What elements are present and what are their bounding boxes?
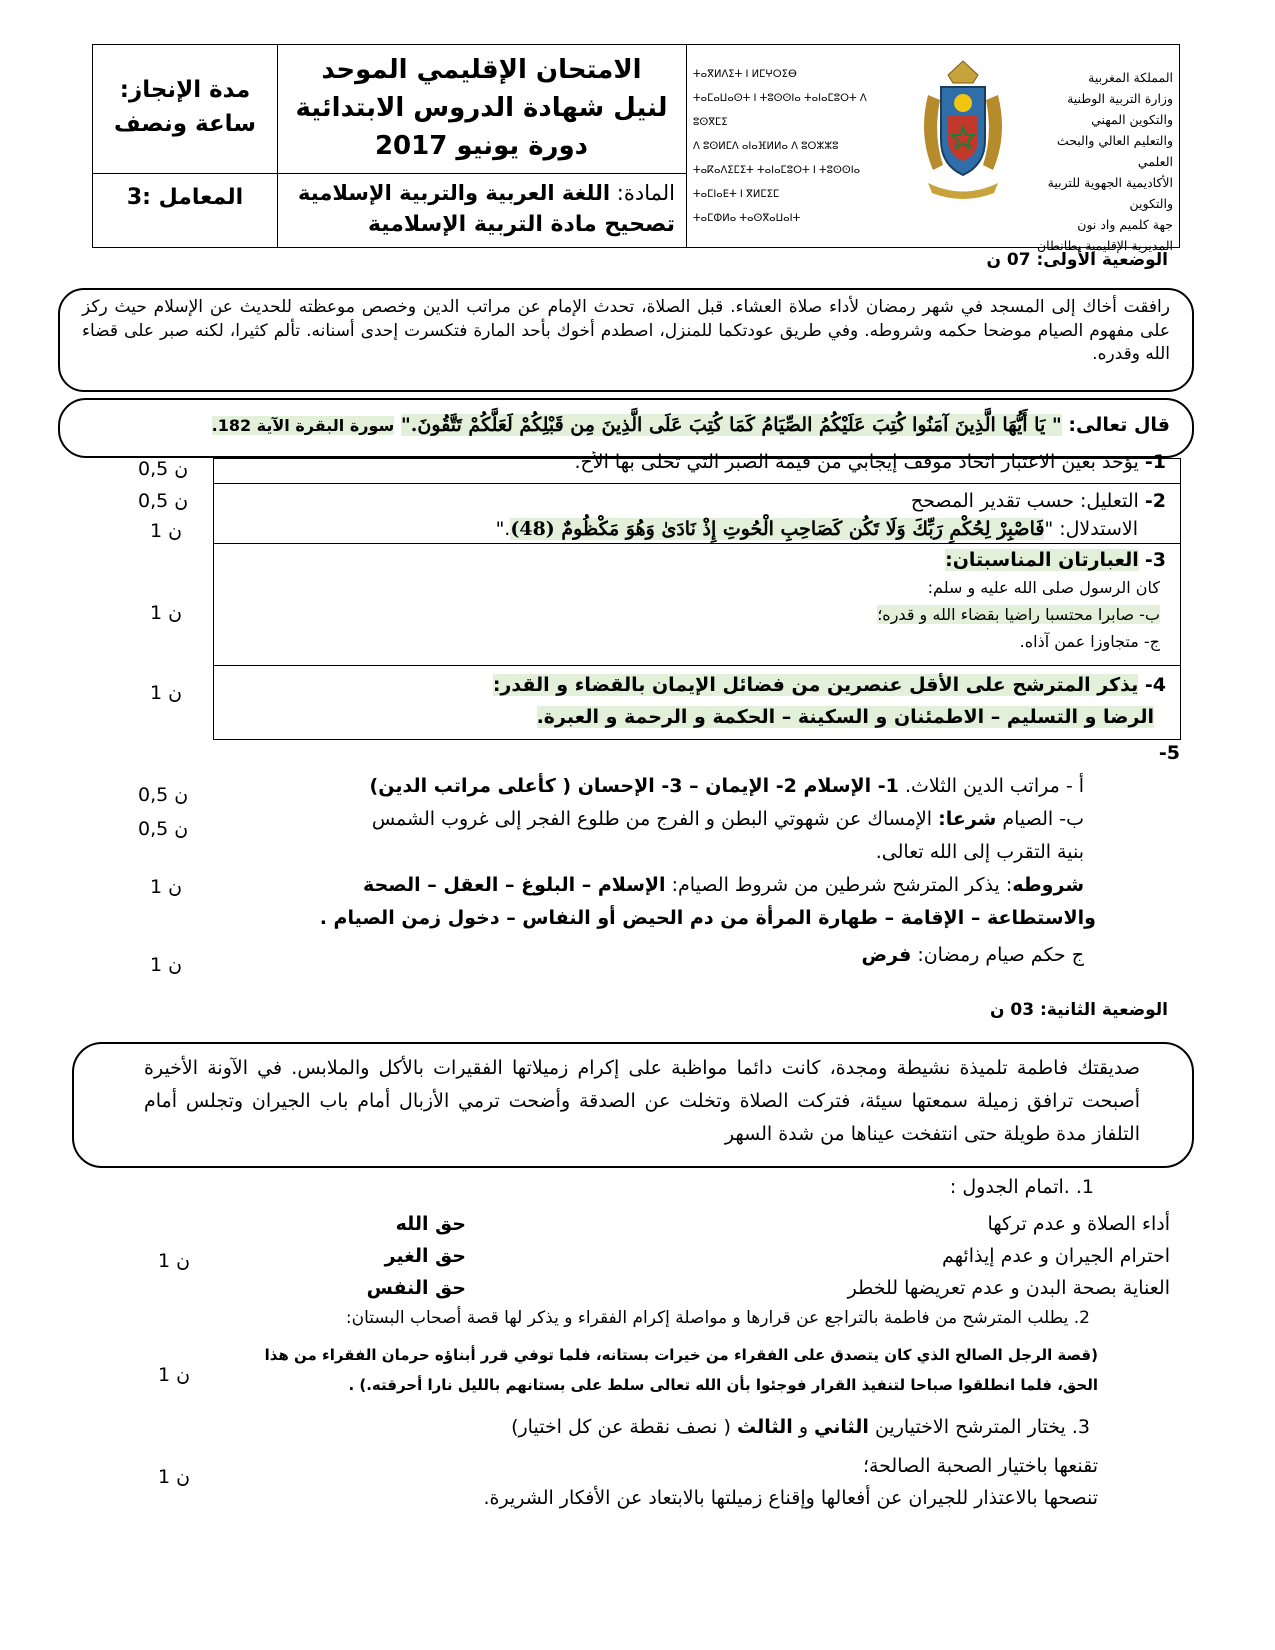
q2-number: 2-: [1144, 490, 1166, 512]
s2-q3-options: [300, 1450, 1098, 1514]
score: 0,5 ن: [138, 490, 189, 512]
q2-reasoning: التعليل: حسب تقدير المصحح: [910, 490, 1139, 512]
ministry-line: والتعليم العالي والبحث العلمي: [1056, 133, 1173, 169]
q3-option-c: ج- متجاوزا عمن آذاه.: [1019, 632, 1160, 651]
tifinagh-line: ⵜⴰⵎⴰⵡⴰⵙⵜ ⵏ ⵜⵓⵙⵙⵏⴰ ⵜⴰⵏⴰⵎⵓⵔⵜ ⴷ ⵓⵙⴳⵎⵉ: [693, 93, 867, 128]
rights-row: [360, 1272, 1170, 1304]
coat-of-arms-icon: [908, 55, 1018, 205]
tifinagh-line: ⵜⴰⴳⵍⴷⵉⵜ ⵏ ⵍⵎⵖⵔⵉⴱ: [693, 69, 797, 80]
q1-answer: يؤخذ بعين الاعتبار اتخاذ موقف إيجابي من قيمة الصبر التي تحلى بها الأخ.: [574, 451, 1139, 473]
q3-label-b: ( نصف نقطة عن كل اختيار): [511, 1416, 731, 1438]
q1-number: 1-: [1144, 451, 1166, 473]
score: 1 ن: [150, 682, 183, 704]
q5-conditions-label: شروطه: [1012, 874, 1084, 896]
s2-q2-story: (قصة الرجل الصالح الذي كان يتصدق على الفقراء من خيرات بستانه، فلما توفي قرر أبناؤه حرمان الفقراء من هذا الحق، فلما انطلقوا صباحا لتنفيذ القرار فوجئوا بأن الله تعالى سلط على بستانهم بالليل نارا أحرقته.) .: [264, 1346, 1098, 1394]
q3-title: العبارتان المناسبتان:: [945, 549, 1139, 571]
q3-option-b: ب- صابرا محتسبا راضيا بقضاء الله و قدره؛: [877, 605, 1160, 624]
subject-cell: [283, 177, 675, 241]
duration-value: ساعة ونصف: [114, 111, 256, 137]
situation1-heading: الوضعية الأولى: 07 ن: [986, 250, 1168, 270]
score: 0,5 ن: [138, 784, 189, 806]
situation2-text: صديقتك فاطمة تلميذة نشيطة ومجدة، كانت دائما مواظبة على إكرام زميلاتها الفقيرات بالأكل والملابس. في الآونة الأخيرة أصبحت ترافق زميلة سمعتها سيئة، فتركت الصلاة وتخلت عن الصدقة وأضحت ترمي الأزبال أمام باب الجيران وتجلس أمام التلفاز مدة طويلة حتى انتفخت عيناها من شدة السهر: [144, 1057, 1140, 1145]
q3-intro: كان الرسول صلى الله عليه و سلم:: [927, 578, 1160, 597]
q5-a-label: أ - مراتب الدين الثلاث.: [904, 775, 1084, 797]
q3-and: و: [798, 1416, 808, 1438]
title-line-1: الامتحان الإقليمي الموحد: [321, 55, 642, 85]
q5-a-answer: 1- الإسلام 2- الإيمان – 3- الإحسان ( كأعلى مراتب الدين): [369, 775, 899, 797]
correction-title: تصحيح مادة التربية الإسلامية: [367, 212, 675, 237]
s2-q2-label: 2. يطلب المترشح من فاطمة بالتراجع عن قرارها و مواصلة إكرام الفقراء و يذكر لها قصة أصحاب البستان:: [345, 1308, 1090, 1328]
tifinagh-line: ⴷ ⵓⵙⵍⵎⴷ ⴰⵏⴰⴼⵍⵍⴰ ⴷ ⵓⵔⵣⵣⵓ: [693, 141, 839, 152]
verse-box: [58, 398, 1194, 458]
ministry-line: المملكة المغربية: [1088, 70, 1173, 85]
situation1-text: رافقت أخاك إلى المسجد في شهر رمضان لأداء صلاة العشاء. قبل الصلاة، تحدث الإمام عن مراتب الدين وخصص موعظته للحديث عن الإسلام حيث ركز على مفهوم الصيام موضحا حكمه وشروطه. وفي طريق عودتكما للمنزل، اصطدم أخوك بأحد المارة فتكسرت إحدى أسنانه. تألم كثيرا، لكنه صبر على قضاء الله وقدره.: [82, 297, 1170, 364]
rights-category: حق الغير: [384, 1245, 466, 1267]
q4-number: 4-: [1144, 674, 1166, 696]
duration-label: مدة الإنجاز:: [119, 77, 251, 103]
q5-b-text: الإمساك عن شهوتي البطن و الفرج من طلوع الفجر إلى غروب الشمس: [371, 808, 933, 830]
score: 0,5 ن: [138, 458, 189, 480]
score: 1 ن: [158, 1250, 191, 1272]
q3-option-2: تنصحها بالاعتذار للجيران عن أفعالها وإقناع زميلتها بالابتعاد عن الأفكار الشريرة.: [483, 1487, 1098, 1509]
score: 1 ن: [150, 602, 183, 624]
duration-cell: [93, 73, 277, 141]
subject-label: المادة:: [616, 181, 675, 205]
q3-number: 3-: [1144, 549, 1166, 571]
q5-c-label: ج حكم صيام رمضان:: [917, 944, 1084, 966]
s2-q3-label: [300, 1416, 1090, 1438]
q2-evidence-verse: فَاصْبِرْ لِحُكْمِ رَبِّكَ وَلَا تَكُن كَصَاحِبِ الْحُوتِ إِذْ نَادَىٰ وَهُوَ مَكْظُومٌ (48): [510, 518, 1045, 540]
answer-row-4: [214, 669, 1166, 733]
ministry-line: المديرية الإقليمية بطانطان: [1036, 238, 1173, 253]
rights-item: العناية بصحة البدن و عدم تعريضها للخطر: [847, 1277, 1170, 1299]
rights-table: [360, 1208, 1170, 1304]
header-table: [92, 44, 1180, 253]
q2-evidence-end: .": [495, 518, 511, 540]
ministry-line: الأكاديمية الجهوية للتربية والتكوين: [1047, 175, 1173, 211]
q3-option-1: تقنعها باختيار الصحبة الصالحة؛: [862, 1455, 1098, 1477]
rights-category: حق الله: [395, 1213, 466, 1235]
answer-row-2: [214, 487, 1166, 543]
verse-text: " يَا أَيُّهَا الَّذِينَ آمَنُوا كُتِبَ عَلَيْكُمُ الصِّيَامُ كَمَا كُتِبَ عَلَى الَّذِينَ مِن قَبْلِكُمْ لَعَلَّكُمْ تَتَّقُونَ.": [400, 414, 1062, 436]
q5-conditions-2: والاستطاعة – الإقامة – طهارة المرأة من دم الحيض أو النفاس – دخول زمن الصيام .: [319, 907, 1096, 929]
verse-reference: سورة البقرة الآية 182.: [211, 416, 395, 435]
rights-category: حق النفس: [366, 1277, 466, 1299]
q5-number: 5-: [1158, 742, 1180, 764]
situation2-box: [72, 1042, 1194, 1168]
q2-evidence-label: الاستدلال: ": [1044, 518, 1138, 540]
tifinagh-line: ⵜⴰⵎⵀⵍⴰ ⵜⴰⵙⴳⴰⵡⴰⵏⵜ: [693, 213, 801, 224]
rights-item: احترام الجيران و عدم إيذائهم: [942, 1245, 1170, 1267]
score: 1 ن: [150, 954, 183, 976]
rights-item: أداء الصلاة و عدم تركها: [987, 1213, 1170, 1235]
score: 1 ن: [158, 1364, 191, 1386]
score: 1 ن: [150, 520, 183, 542]
q5-conditions-1: الإسلام – البلوغ – العقل – الصحة: [363, 874, 666, 896]
score: 0,5 ن: [138, 818, 189, 840]
verse-intro: قال تعالى:: [1068, 414, 1170, 436]
answer-row-1: [214, 451, 1166, 481]
ministry-tifinagh: [693, 63, 903, 231]
rights-row: [360, 1240, 1170, 1272]
answer-row-3: [214, 547, 1166, 655]
q3-choice-2: الثاني: [814, 1416, 869, 1438]
q4-title: يذكر المترشح على الأقل عنصرين من فضائل الإيمان بالقضاء و القدر:: [492, 674, 1139, 696]
q5-b-label: ب- الصيام: [1002, 808, 1084, 830]
situation1-box: [58, 288, 1194, 392]
tifinagh-line: ⵜⴰⴽⴰⴷⵉⵎⵉⵜ ⵜⴰⵏⴰⵎⵓⵔⵜ ⵏ ⵜⵓⵙⵙⵏⴰ: [693, 165, 861, 176]
exam-title: [277, 51, 686, 165]
q5-c-answer: فرض: [861, 944, 912, 966]
situation2-heading: الوضعية الثانية: 03 ن: [989, 1000, 1168, 1020]
rights-row: [360, 1208, 1170, 1240]
score: 1 ن: [158, 1466, 191, 1488]
subject-value: اللغة العربية والتربية الإسلامية: [298, 181, 611, 205]
score: 1 ن: [150, 876, 183, 898]
q5-block: [240, 770, 1096, 972]
title-line-3: دورة يونيو 2017: [374, 131, 589, 161]
coefficient: المعامل :3: [126, 185, 244, 210]
q3-label-a: 3. يختار المترشح الاختيارين: [875, 1416, 1090, 1438]
verse-line: [84, 414, 1170, 436]
title-line-2: لنيل شهادة الدروس الابتدائية: [295, 93, 668, 123]
ministry-line: وزارة التربية الوطنية والتكوين المهني: [1067, 91, 1173, 127]
s2-q1-label: 1. .اتمام الجدول :: [949, 1176, 1094, 1198]
ministry-line: جهة كلميم واد نون: [1077, 217, 1173, 232]
ministry-arabic: [1033, 67, 1173, 256]
tifinagh-line: ⵜⴰⵎⵏⴰⴹⵜ ⵏ ⴳⵍⵎⵉⵎ: [693, 189, 780, 200]
q5-conditions-intro: : يذكر المترشح شرطين من شروط الصيام:: [671, 874, 1013, 896]
q3-choice-3: الثالث: [736, 1416, 793, 1438]
answers-table: [213, 451, 1181, 740]
q4-answer: الرضا و التسليم – الاطمئنان و السكينة – الحكمة و الرحمة و العبرة.: [536, 706, 1154, 728]
q5-b-bold: شرعا:: [938, 808, 997, 830]
q5-b-text2: بنية التقرب إلى الله تعالى.: [875, 841, 1084, 863]
